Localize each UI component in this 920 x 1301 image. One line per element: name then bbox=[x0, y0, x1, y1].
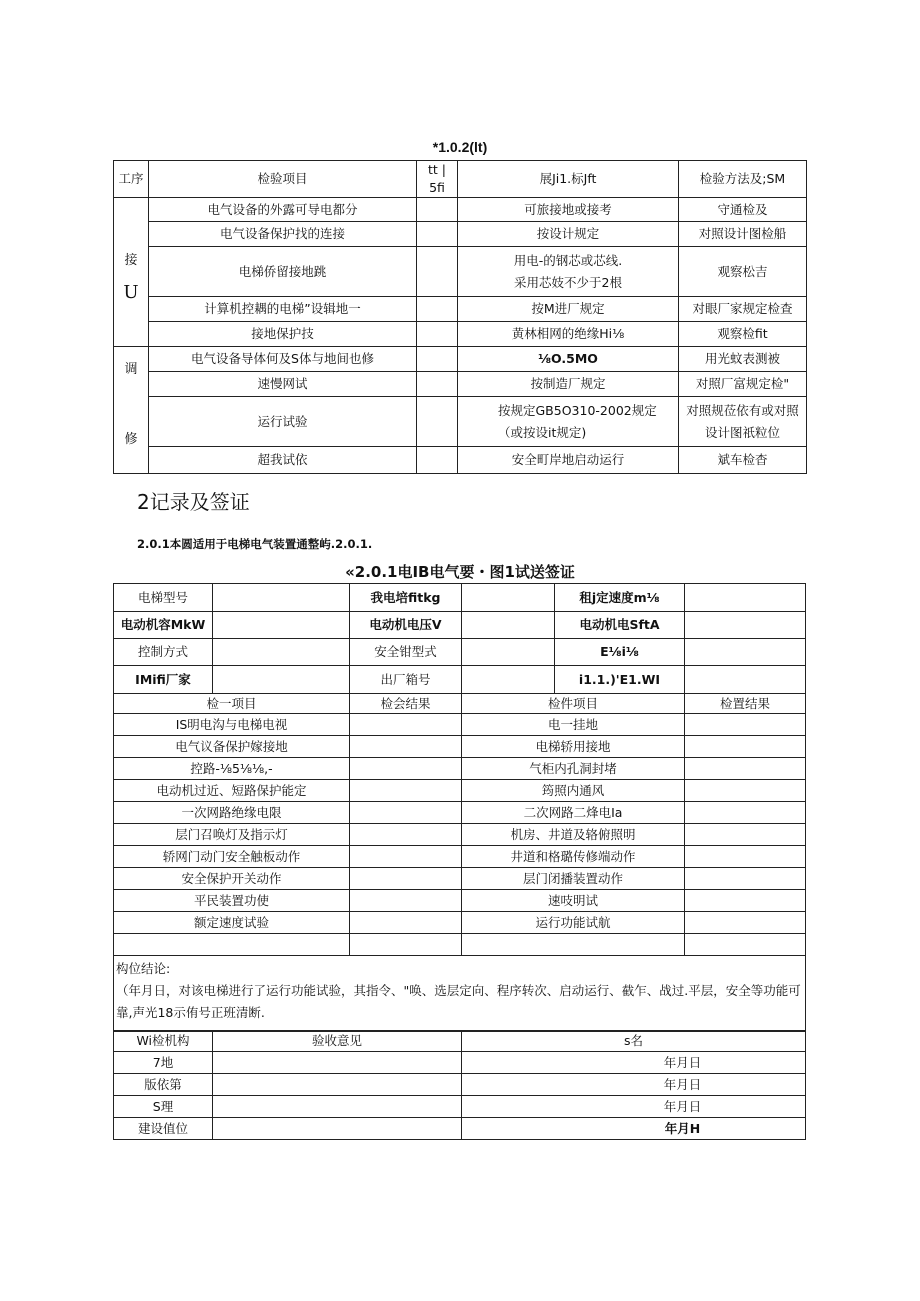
info-label: 安全钳型式 bbox=[350, 639, 462, 666]
check-item: 安全保护开关动作 bbox=[114, 868, 350, 890]
header-cell: 工序 bbox=[114, 161, 149, 198]
item-cell: 电气设备的外露可导电都分 bbox=[149, 198, 417, 222]
check-result bbox=[685, 824, 806, 846]
check-result bbox=[350, 824, 462, 846]
method-cell: 斌车检杳 bbox=[679, 447, 807, 474]
check-row bbox=[114, 934, 806, 956]
process-cell-grounding bbox=[114, 198, 149, 347]
table-row bbox=[114, 297, 807, 322]
check-result bbox=[685, 912, 806, 934]
standard-cell: 安全町岸地启动运行 bbox=[458, 447, 679, 474]
check-result bbox=[685, 714, 806, 736]
date-cell: 年月H bbox=[462, 1118, 806, 1140]
info-value bbox=[685, 612, 806, 639]
process-label: 修 bbox=[124, 432, 138, 447]
item-cell: 电梯侨留接地跳 bbox=[149, 247, 417, 297]
check-result bbox=[350, 890, 462, 912]
check-result bbox=[350, 846, 462, 868]
method-cell: 对照规莅依有或对照设计图祇粒位 bbox=[679, 397, 807, 447]
check-result bbox=[685, 736, 806, 758]
header-cell: s名 bbox=[462, 1031, 806, 1052]
item-cell: 速慢网试 bbox=[149, 372, 417, 397]
check-result bbox=[685, 934, 806, 956]
date-cell: 年月日 bbox=[462, 1096, 806, 1118]
info-label: i1.1.)'E1.WI bbox=[555, 666, 685, 694]
header-cell: tt | 5fi bbox=[417, 161, 458, 198]
date-cell: 年月日 bbox=[462, 1052, 806, 1074]
check-row bbox=[114, 736, 806, 758]
check-item bbox=[462, 934, 685, 956]
check-item: 轿网门动门安全触板动作 bbox=[114, 846, 350, 868]
grade-cell bbox=[417, 198, 458, 222]
org-cell: 7地 bbox=[114, 1052, 213, 1074]
method-cell: 对照设计图检船 bbox=[679, 222, 807, 247]
info-value bbox=[685, 639, 806, 666]
check-result bbox=[350, 802, 462, 824]
table-row bbox=[114, 397, 807, 447]
info-value bbox=[213, 639, 350, 666]
opinion-cell bbox=[213, 1096, 462, 1118]
grade-cell bbox=[417, 297, 458, 322]
table2-caption: «2.0.1电IB电气要・图1试送签证 bbox=[345, 563, 575, 581]
conclusion-text: （年月日，对该电梯进行了运行功能试验，其指令、"唤、选层定向、程序转次、启动运行、截乍、战过.平层，安全等功能可靠,声光18示侑号正班清断. bbox=[116, 983, 801, 1020]
org-cell: 版依第 bbox=[114, 1074, 213, 1096]
check-item: IS明电沟与电梯电视 bbox=[114, 714, 350, 736]
info-value bbox=[213, 612, 350, 639]
check-row bbox=[114, 824, 806, 846]
opinion-cell bbox=[213, 1074, 462, 1096]
check-item: 机房、井道及辂俯照明 bbox=[462, 824, 685, 846]
method-cell: 观察松吉 bbox=[679, 247, 807, 297]
date-cell: 年月日 bbox=[462, 1074, 806, 1096]
info-value bbox=[462, 584, 555, 612]
header-cell: 验收意见 bbox=[213, 1031, 462, 1052]
conclusion-label: 构位结论: bbox=[116, 961, 171, 976]
org-cell: 建设值位 bbox=[114, 1118, 213, 1140]
info-row bbox=[114, 584, 806, 612]
header-cell: 检会结果 bbox=[350, 694, 462, 714]
check-item: 运行功能试航 bbox=[462, 912, 685, 934]
check-row bbox=[114, 758, 806, 780]
method-cell: 观察检fit bbox=[679, 322, 807, 347]
method-cell: 对眼厂家规定检查 bbox=[679, 297, 807, 322]
check-row bbox=[114, 846, 806, 868]
info-row bbox=[114, 612, 806, 639]
process-label: U bbox=[123, 282, 139, 303]
check-item: 平民装置功使 bbox=[114, 890, 350, 912]
check-row bbox=[114, 714, 806, 736]
section-heading: 2记录及签证 bbox=[137, 490, 250, 514]
check-result bbox=[350, 758, 462, 780]
conclusion-row bbox=[114, 956, 806, 1032]
check-item: 筠照内通风 bbox=[462, 780, 685, 802]
header-cell: 检件项目 bbox=[462, 694, 685, 714]
table1-caption: *1.0.2(lt) bbox=[432, 139, 488, 155]
check-row bbox=[114, 912, 806, 934]
check-item: 一次网路绝缘电限 bbox=[114, 802, 350, 824]
check-result bbox=[350, 868, 462, 890]
info-value bbox=[462, 612, 555, 639]
signature-row bbox=[114, 1052, 806, 1074]
check-result bbox=[350, 780, 462, 802]
check-item: 电动机过近、短路保护能定 bbox=[114, 780, 350, 802]
check-item: 二次网路二烽电Ia bbox=[462, 802, 685, 824]
info-row bbox=[114, 639, 806, 666]
check-item bbox=[114, 934, 350, 956]
table-row bbox=[114, 347, 807, 372]
info-label: 电梯型号 bbox=[114, 584, 213, 612]
table-row bbox=[114, 447, 807, 474]
standard-cell: 按设计规定 bbox=[458, 222, 679, 247]
item-cell: 计算机控耦的电梯”设辑地一 bbox=[149, 297, 417, 322]
signature-row bbox=[114, 1096, 806, 1118]
standard-cell: 按制造厂规定 bbox=[458, 372, 679, 397]
check-result bbox=[350, 736, 462, 758]
check-item: 额定速度试验 bbox=[114, 912, 350, 934]
info-label: E⅛i⅛ bbox=[555, 639, 685, 666]
signature-row bbox=[114, 1074, 806, 1096]
check-row bbox=[114, 802, 806, 824]
check-item: 电梯轿用接地 bbox=[462, 736, 685, 758]
check-row bbox=[114, 890, 806, 912]
conclusion-cell bbox=[114, 956, 806, 1032]
table-row bbox=[114, 222, 807, 247]
info-value bbox=[685, 584, 806, 612]
grade-cell bbox=[417, 222, 458, 247]
item-cell: 接地保护技 bbox=[149, 322, 417, 347]
standard-cell: 按规定GB5O310-2002规定（或按设it规定) bbox=[458, 397, 679, 447]
info-value bbox=[213, 666, 350, 694]
check-item: 电一挂地 bbox=[462, 714, 685, 736]
check-result bbox=[685, 758, 806, 780]
check-result bbox=[685, 846, 806, 868]
section-intro: 2.0.1本圆适用于电梯电气装置通整屿.2.0.1. bbox=[137, 537, 373, 551]
info-value bbox=[685, 666, 806, 694]
info-label: 租j定速度m⅛ bbox=[555, 584, 685, 612]
header-cell: 检验方法及;SM bbox=[679, 161, 807, 198]
check-item: 控路-⅛5⅛⅛,- bbox=[114, 758, 350, 780]
header-cell: 检置结果 bbox=[685, 694, 806, 714]
info-label: IMifi厂家 bbox=[114, 666, 213, 694]
table-row bbox=[114, 198, 807, 222]
info-label: 出厂箱号 bbox=[350, 666, 462, 694]
info-label: 电动机电压V bbox=[350, 612, 462, 639]
method-cell: 守通检及 bbox=[679, 198, 807, 222]
info-row bbox=[114, 666, 806, 694]
header-cell: 检一项目 bbox=[114, 694, 350, 714]
standard-cell: 可旅接地或接考 bbox=[458, 198, 679, 222]
grade-cell bbox=[417, 372, 458, 397]
check-item: 气柜内孔洞封堵 bbox=[462, 758, 685, 780]
standard-cell: 黄林相网的绝缘Hi⅛ bbox=[458, 322, 679, 347]
check-item: 电气议备保护嫁接地 bbox=[114, 736, 350, 758]
check-result bbox=[685, 780, 806, 802]
check-row bbox=[114, 780, 806, 802]
check-result bbox=[350, 912, 462, 934]
check-item: 层门闭播装置动作 bbox=[462, 868, 685, 890]
standard-cell: ⅛O.5MO bbox=[458, 347, 679, 372]
info-label: 电动机电SftA bbox=[555, 612, 685, 639]
opinion-cell bbox=[213, 1118, 462, 1140]
check-result bbox=[350, 934, 462, 956]
grade-cell bbox=[417, 347, 458, 372]
process-label: 调 bbox=[124, 362, 138, 377]
test-record-table bbox=[113, 583, 806, 1032]
info-label: 控制方式 bbox=[114, 639, 213, 666]
item-cell: 电气设备保护找的连接 bbox=[149, 222, 417, 247]
signature-row bbox=[114, 1118, 806, 1140]
header-cell: Wi检机构 bbox=[114, 1031, 213, 1052]
info-value bbox=[213, 584, 350, 612]
grade-cell bbox=[417, 397, 458, 447]
standard-cell: 按M进厂规定 bbox=[458, 297, 679, 322]
table-row bbox=[114, 247, 807, 297]
org-cell: S理 bbox=[114, 1096, 213, 1118]
header-cell: 检验项目 bbox=[149, 161, 417, 198]
signature-table bbox=[113, 1030, 806, 1140]
grade-cell bbox=[417, 247, 458, 297]
item-cell: 运行试验 bbox=[149, 397, 417, 447]
check-result bbox=[685, 802, 806, 824]
table-row bbox=[114, 322, 807, 347]
check-item: 层门召唤灯及指示灯 bbox=[114, 824, 350, 846]
check-result bbox=[685, 890, 806, 912]
standard-cell: 用电-的钢芯或芯线.采用芯妓不少于2根 bbox=[458, 247, 679, 297]
inspection-table bbox=[113, 160, 807, 474]
opinion-cell bbox=[213, 1052, 462, 1074]
info-value bbox=[462, 639, 555, 666]
process-cell-commissioning bbox=[114, 347, 149, 474]
grade-cell bbox=[417, 322, 458, 347]
method-cell: 对照厂富规定检" bbox=[679, 372, 807, 397]
check-row bbox=[114, 868, 806, 890]
signature-header-row bbox=[114, 1031, 806, 1052]
check-result bbox=[350, 714, 462, 736]
item-cell: 超我试依 bbox=[149, 447, 417, 474]
info-label: 电动机容MkW bbox=[114, 612, 213, 639]
info-label: 我电培fitkg bbox=[350, 584, 462, 612]
method-cell: 用光蚊表测被 bbox=[679, 347, 807, 372]
process-label: 接 bbox=[124, 253, 138, 268]
check-result bbox=[685, 868, 806, 890]
check-header-row bbox=[114, 694, 806, 714]
header-cell: 展Ji1.标Jft bbox=[458, 161, 679, 198]
grade-cell bbox=[417, 447, 458, 474]
check-item: 井道和格璐传修端动作 bbox=[462, 846, 685, 868]
item-cell: 电气设备导体何及S体与地间也修 bbox=[149, 347, 417, 372]
table-header-row bbox=[114, 161, 807, 198]
info-value bbox=[462, 666, 555, 694]
table-row bbox=[114, 372, 807, 397]
check-item: 速吱明试 bbox=[462, 890, 685, 912]
